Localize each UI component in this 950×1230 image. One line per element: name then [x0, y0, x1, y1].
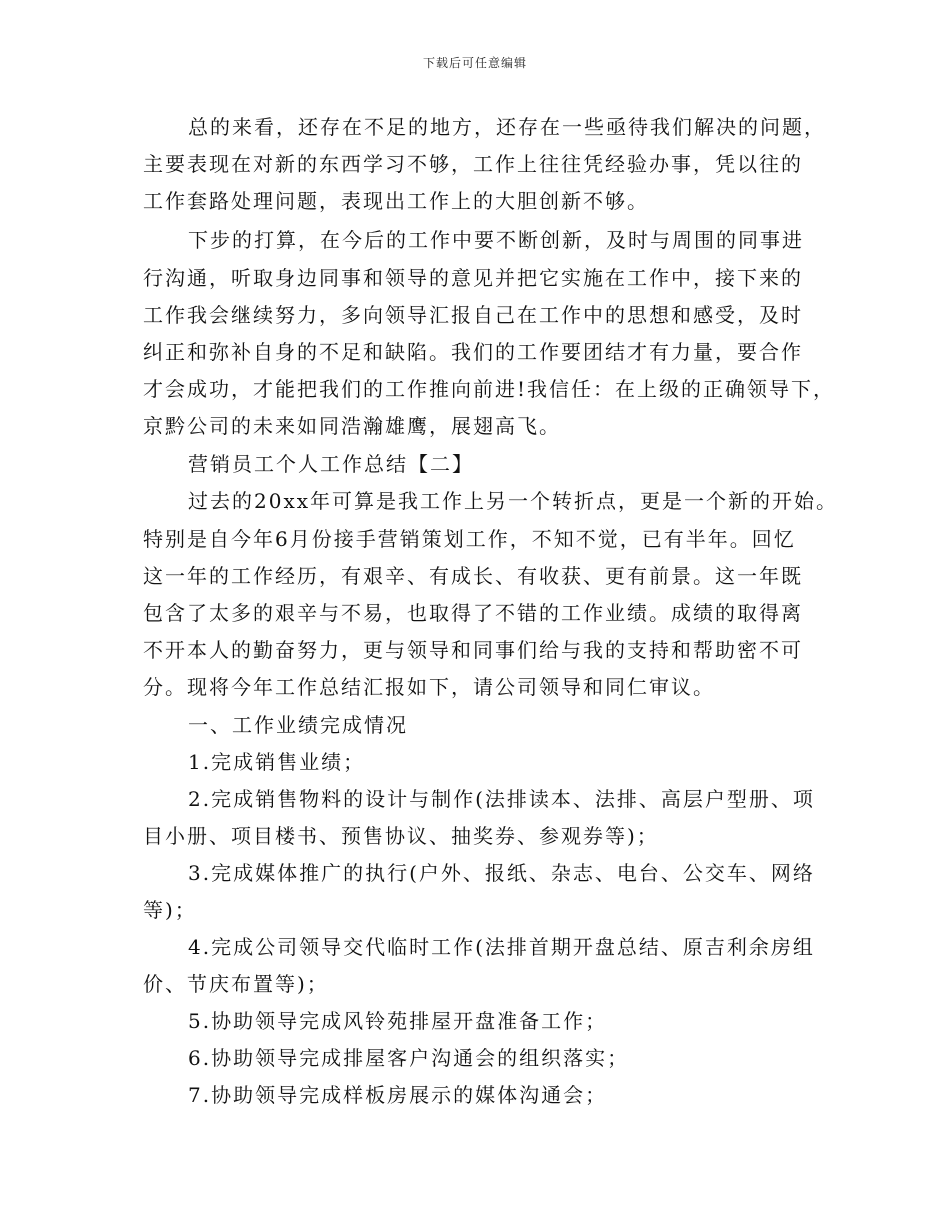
list-item: 4.完成公司领导交代临时工作(法排首期开盘总结、原吉利余房组 — [188, 935, 815, 959]
subsection-heading: 一、工作业绩完成情况 — [188, 713, 408, 737]
paragraph-line: 纠正和弥补自身的不足和缺陷。我们的工作要团结才有力量，要合作 — [143, 340, 803, 364]
paragraph-line: 包含了太多的艰辛与不易，也取得了不错的工作业绩。成绩的取得离 — [143, 601, 803, 625]
paragraph-line: 这一年的工作经历，有艰辛、有成长、有收获、更有前景。这一年既 — [143, 564, 803, 588]
paragraph-line: 下步的打算，在今后的工作中要不断创新，及时与周围的同事进 — [188, 228, 804, 252]
section-heading: 营销员工个人工作总结【二】 — [188, 452, 474, 476]
list-item-continuation: 目小册、项目楼书、预售协议、抽奖券、参观券等)； — [143, 824, 659, 848]
paragraph-line: 特别是自今年6月份接手营销策划工作，不知不觉，已有半年。回忆 — [143, 527, 796, 551]
list-item-continuation: 等)； — [143, 898, 197, 922]
list-item: 2.完成销售物料的设计与制作(法排读本、法排、高层户型册、项 — [188, 787, 815, 811]
paragraph-line: 行沟通，听取身边同事和领导的意见并把它实施在工作中，接下来的 — [143, 266, 803, 290]
list-item: 7.协助领导完成样板房展示的媒体沟通会； — [188, 1083, 608, 1107]
paragraph-line: 工作我会继续努力，多向领导汇报自己在工作中的思想和感受，及时 — [143, 303, 803, 327]
paragraph-line: 总的来看，还存在不足的地方，还存在一些亟待我们解决的问题， — [188, 115, 826, 139]
list-item: 1.完成销售业绩； — [188, 750, 366, 774]
paragraph-line: 京黔公司的未来如同浩瀚雄鹰，展翅高飞。 — [143, 414, 561, 438]
paragraph-line: 主要表现在对新的东西学习不够，工作上往往凭经验办事，凭以往的 — [143, 152, 803, 176]
page-header: 下载后可任意编辑 — [422, 56, 527, 70]
paragraph-line: 不开本人的勤奋努力，更与领导和同事们给与我的支持和帮助密不可 — [143, 638, 803, 662]
list-item: 5.协助领导完成风铃苑排屋开盘准备工作； — [188, 1009, 608, 1033]
paragraph-line: 才会成功，才能把我们的工作推向前进!我信任：在上级的正确领导下， — [143, 377, 836, 401]
list-item-continuation: 价、节庆布置等)； — [143, 972, 329, 996]
paragraph-line: 分。现将今年工作总结汇报如下，请公司领导和同仁审议。 — [143, 675, 715, 699]
paragraph-line: 工作套路处理问题，表现出工作上的大胆创新不够。 — [143, 189, 649, 213]
paragraph-line: 过去的20xx年可算是我工作上另一个转折点，更是一个新的开始。 — [188, 489, 839, 513]
list-item: 3.完成媒体推广的执行(户外、报纸、杂志、电台、公交车、网络 — [188, 861, 815, 885]
list-item: 6.协助领导完成排屋客户沟通会的组织落实； — [188, 1046, 630, 1070]
